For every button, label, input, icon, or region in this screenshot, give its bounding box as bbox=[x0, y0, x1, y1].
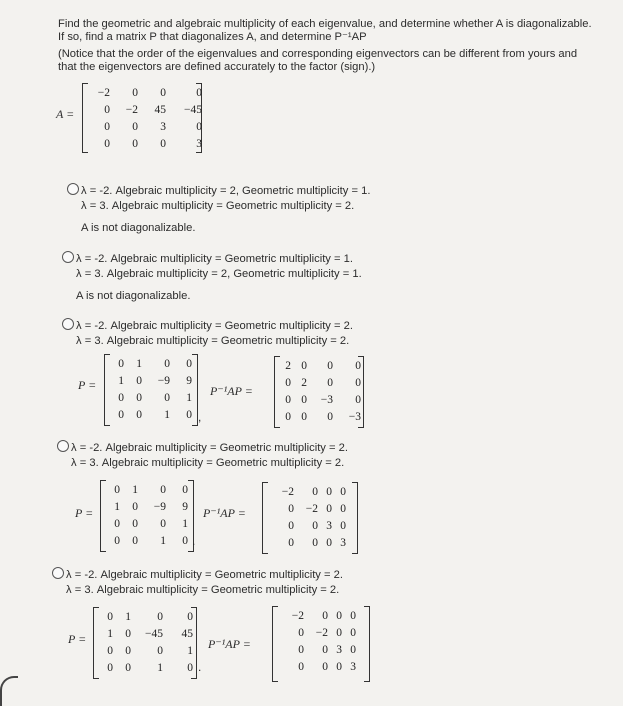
question-line-1: Find the geometric and algebraic multiplicity of each eigenvalue, and determine whether A is diagonalizable. bbox=[58, 18, 592, 30]
matrix-entry: 0 bbox=[327, 359, 333, 372]
matrix-row bbox=[106, 515, 188, 532]
note-line-2: that the eigenvectors are defined accurately to the factor (sign).) bbox=[58, 61, 376, 73]
matrix-entry: 2 bbox=[301, 376, 307, 389]
matrix-entry: 0 bbox=[336, 609, 342, 622]
option-4-matrix-d bbox=[262, 482, 358, 554]
matrix-entry: 0 bbox=[118, 408, 124, 421]
matrix-entry: 0 bbox=[196, 120, 202, 133]
matrix-entry: 0 bbox=[336, 626, 342, 639]
option-1-line-1: λ = -2. Algebraic multiplicity = 2, Geometric multiplicity = 1. bbox=[81, 185, 371, 197]
matrix-entry: 0 bbox=[125, 627, 131, 640]
matrix-row bbox=[88, 84, 202, 101]
matrix-entry: 0 bbox=[104, 137, 110, 150]
matrix-entry: 0 bbox=[312, 519, 318, 532]
option-1-line-2: λ = 3. Algebraic multiplicity = Geometric multiplicity = 2. bbox=[81, 200, 355, 212]
matrix-entry: 0 bbox=[355, 393, 361, 406]
matrix-row bbox=[278, 658, 356, 675]
option-5-line-1: λ = -2. Algebraic multiplicity = Geometric multiplicity = 2. bbox=[66, 569, 343, 581]
matrix-row bbox=[110, 372, 192, 389]
matrix-row bbox=[99, 659, 193, 676]
option-5-separator: . bbox=[198, 660, 202, 674]
matrix-entry: 1 bbox=[186, 391, 192, 404]
matrix-entry: 1 bbox=[136, 357, 142, 370]
matrix-a bbox=[82, 83, 202, 153]
matrix-entry: 0 bbox=[326, 536, 332, 549]
matrix-row bbox=[88, 101, 202, 118]
matrix-entry: 0 bbox=[107, 610, 113, 623]
matrix-entry: 1 bbox=[164, 408, 170, 421]
matrix-row bbox=[106, 498, 188, 515]
matrix-entry: 1 bbox=[157, 661, 163, 674]
matrix-entry: 45 bbox=[181, 627, 193, 640]
option-5 bbox=[52, 567, 343, 598]
matrix-entry: 0 bbox=[301, 359, 307, 372]
matrix-row bbox=[110, 389, 192, 406]
matrix-row bbox=[278, 607, 356, 624]
matrix-entry: 0 bbox=[136, 391, 142, 404]
matrix-entry: 0 bbox=[157, 610, 163, 623]
matrix-entry: 0 bbox=[104, 120, 110, 133]
matrix-row bbox=[110, 355, 192, 372]
option-5-d-label: P⁻¹AP = bbox=[208, 637, 251, 651]
matrix-entry: −45 bbox=[145, 627, 163, 640]
option-4-line-2: λ = 3. Algebraic multiplicity = Geometric multiplicity = 2. bbox=[71, 457, 345, 469]
matrix-entry: 0 bbox=[298, 660, 304, 673]
matrix-entry: 3 bbox=[336, 643, 342, 656]
matrix-row bbox=[278, 391, 361, 408]
matrix-entry: 0 bbox=[182, 534, 188, 547]
matrix-entry: 0 bbox=[160, 483, 166, 496]
matrix-entry: 0 bbox=[340, 485, 346, 498]
matrix-entry: 0 bbox=[350, 643, 356, 656]
matrix-entry: −2 bbox=[315, 626, 328, 639]
matrix-entry: 0 bbox=[114, 517, 120, 530]
matrix-entry: 0 bbox=[355, 359, 361, 372]
matrix-entry: 0 bbox=[114, 483, 120, 496]
matrix-row bbox=[278, 624, 356, 641]
matrix-entry: 0 bbox=[160, 517, 166, 530]
matrix-entry: −2 bbox=[281, 485, 294, 498]
option-3-matrix-p bbox=[104, 354, 198, 426]
question-line-2: If so, find a matrix P that diagonalizes A, and determine P⁻¹AP bbox=[58, 31, 367, 43]
matrix-entry: −2 bbox=[305, 502, 318, 515]
matrix-entry: 3 bbox=[160, 120, 166, 133]
option-5-radio[interactable] bbox=[52, 567, 64, 579]
matrix-entry: 0 bbox=[322, 609, 328, 622]
option-4-radio[interactable] bbox=[57, 440, 69, 452]
matrix-entry: 1 bbox=[125, 610, 131, 623]
matrix-entry: 0 bbox=[298, 643, 304, 656]
matrix-entry: 0 bbox=[350, 626, 356, 639]
matrix-row bbox=[268, 517, 346, 534]
option-2-conclusion: A is not diagonalizable. bbox=[76, 290, 191, 302]
matrix-entry: 0 bbox=[285, 393, 291, 406]
matrix-entry: 0 bbox=[301, 393, 307, 406]
matrix-entry: 0 bbox=[355, 376, 361, 389]
matrix-entry: −3 bbox=[320, 393, 333, 406]
matrix-entry: 45 bbox=[154, 103, 166, 116]
matrix-entry: 9 bbox=[186, 374, 192, 387]
matrix-entry: 0 bbox=[312, 485, 318, 498]
matrix-a-label: A = bbox=[56, 107, 75, 121]
matrix-entry: 0 bbox=[160, 137, 166, 150]
matrix-entry: 3 bbox=[196, 137, 202, 150]
matrix-row bbox=[110, 406, 192, 423]
option-2-line-2: λ = 3. Algebraic multiplicity = 2, Geometric multiplicity = 1. bbox=[76, 268, 362, 280]
matrix-entry: 3 bbox=[326, 519, 332, 532]
matrix-entry: 0 bbox=[336, 660, 342, 673]
option-3 bbox=[62, 318, 353, 349]
matrix-entry: 0 bbox=[114, 534, 120, 547]
option-2-radio[interactable] bbox=[62, 251, 74, 263]
matrix-entry: −3 bbox=[348, 410, 361, 423]
option-4 bbox=[57, 440, 348, 471]
matrix-row bbox=[278, 357, 361, 374]
option-3-radio[interactable] bbox=[62, 318, 74, 330]
matrix-entry: −45 bbox=[184, 103, 202, 116]
matrix-entry: 0 bbox=[340, 502, 346, 515]
matrix-entry: 1 bbox=[182, 517, 188, 530]
matrix-entry: 0 bbox=[285, 410, 291, 423]
matrix-entry: 0 bbox=[118, 391, 124, 404]
matrix-entry: 0 bbox=[327, 410, 333, 423]
matrix-row bbox=[278, 374, 361, 391]
matrix-entry: 0 bbox=[164, 357, 170, 370]
question-text bbox=[58, 18, 592, 44]
matrix-entry: 0 bbox=[186, 408, 192, 421]
matrix-entry: 0 bbox=[312, 536, 318, 549]
matrix-entry: 3 bbox=[340, 536, 346, 549]
option-4-matrix-p bbox=[100, 480, 194, 552]
matrix-entry: 0 bbox=[132, 137, 138, 150]
option-3-d-label: P⁻¹AP = bbox=[210, 384, 253, 398]
matrix-row bbox=[268, 534, 346, 551]
matrix-entry: 1 bbox=[187, 644, 193, 657]
matrix-entry: 0 bbox=[288, 519, 294, 532]
matrix-entry: 0 bbox=[322, 643, 328, 656]
matrix-entry: 0 bbox=[132, 517, 138, 530]
matrix-entry: 0 bbox=[298, 626, 304, 639]
matrix-entry: 0 bbox=[326, 485, 332, 498]
matrix-entry: 0 bbox=[107, 644, 113, 657]
matrix-entry: 0 bbox=[118, 357, 124, 370]
matrix-row bbox=[278, 641, 356, 658]
matrix-entry: 0 bbox=[340, 519, 346, 532]
matrix-entry: 0 bbox=[301, 410, 307, 423]
matrix-entry: 1 bbox=[107, 627, 113, 640]
matrix-row bbox=[99, 642, 193, 659]
option-1 bbox=[67, 183, 370, 236]
matrix-entry: 0 bbox=[160, 86, 166, 99]
matrix-entry: 0 bbox=[350, 609, 356, 622]
matrix-entry: 0 bbox=[326, 502, 332, 515]
matrix-row bbox=[88, 135, 202, 152]
option-3-line-2: λ = 3. Algebraic multiplicity = Geometric multiplicity = 2. bbox=[76, 335, 350, 347]
option-4-line-1: λ = -2. Algebraic multiplicity = Geometric multiplicity = 2. bbox=[71, 442, 348, 454]
matrix-entry: 0 bbox=[132, 86, 138, 99]
matrix-entry: 1 bbox=[160, 534, 166, 547]
matrix-entry: 3 bbox=[350, 660, 356, 673]
matrix-entry: 0 bbox=[327, 376, 333, 389]
matrix-row bbox=[99, 608, 193, 625]
option-5-matrix-p bbox=[93, 607, 197, 679]
matrix-entry: 0 bbox=[164, 391, 170, 404]
matrix-row bbox=[106, 481, 188, 498]
matrix-entry: 0 bbox=[136, 374, 142, 387]
option-5-line-2: λ = 3. Algebraic multiplicity = Geometric multiplicity = 2. bbox=[66, 584, 340, 596]
option-4-d-label: P⁻¹AP = bbox=[203, 506, 246, 520]
matrix-row bbox=[106, 532, 188, 549]
page-corner-mark bbox=[0, 676, 18, 706]
option-5-p-label: P = bbox=[68, 632, 87, 646]
matrix-row bbox=[268, 483, 346, 500]
matrix-entry: 0 bbox=[136, 408, 142, 421]
option-1-radio[interactable] bbox=[67, 183, 79, 195]
matrix-entry: 0 bbox=[186, 357, 192, 370]
option-4-p-label: P = bbox=[75, 506, 94, 520]
question-note bbox=[58, 48, 577, 74]
matrix-entry: 0 bbox=[196, 86, 202, 99]
matrix-entry: 0 bbox=[107, 661, 113, 674]
matrix-entry: −2 bbox=[291, 609, 304, 622]
matrix-entry: 2 bbox=[285, 359, 291, 372]
option-2-line-1: λ = -2. Algebraic multiplicity = Geometric multiplicity = 1. bbox=[76, 253, 353, 265]
matrix-entry: 0 bbox=[132, 534, 138, 547]
matrix-entry: 1 bbox=[118, 374, 124, 387]
matrix-entry: 0 bbox=[104, 103, 110, 116]
matrix-entry: 0 bbox=[125, 661, 131, 674]
matrix-entry: 1 bbox=[114, 500, 120, 513]
option-3-line-1: λ = -2. Algebraic multiplicity = Geometric multiplicity = 2. bbox=[76, 320, 353, 332]
matrix-entry: −9 bbox=[157, 374, 170, 387]
matrix-entry: 0 bbox=[285, 376, 291, 389]
matrix-entry: 0 bbox=[322, 660, 328, 673]
matrix-entry: 0 bbox=[187, 610, 193, 623]
matrix-entry: 0 bbox=[288, 536, 294, 549]
matrix-row bbox=[99, 625, 193, 642]
matrix-row bbox=[278, 408, 361, 425]
option-1-conclusion: A is not diagonalizable. bbox=[81, 222, 196, 234]
matrix-row bbox=[88, 118, 202, 135]
matrix-entry: 0 bbox=[132, 120, 138, 133]
option-5-matrix-d bbox=[272, 606, 370, 682]
matrix-entry: 0 bbox=[157, 644, 163, 657]
matrix-entry: −2 bbox=[97, 86, 110, 99]
option-3-p-label: P = bbox=[78, 378, 97, 392]
matrix-entry: 9 bbox=[182, 500, 188, 513]
matrix-entry: 0 bbox=[132, 500, 138, 513]
matrix-entry: 1 bbox=[132, 483, 138, 496]
matrix-entry: 0 bbox=[182, 483, 188, 496]
option-3-separator: , bbox=[198, 410, 202, 424]
matrix-entry: 0 bbox=[288, 502, 294, 515]
option-2 bbox=[62, 251, 362, 304]
matrix-entry: −2 bbox=[125, 103, 138, 116]
matrix-entry: 0 bbox=[125, 644, 131, 657]
note-line-1: (Notice that the order of the eigenvalues and corresponding eigenvectors can be different from yours and bbox=[58, 48, 578, 60]
matrix-row bbox=[268, 500, 346, 517]
matrix-entry: −9 bbox=[153, 500, 166, 513]
option-3-matrix-d bbox=[274, 356, 364, 428]
option-4-separator: . bbox=[192, 534, 196, 548]
matrix-entry: 0 bbox=[187, 661, 193, 674]
